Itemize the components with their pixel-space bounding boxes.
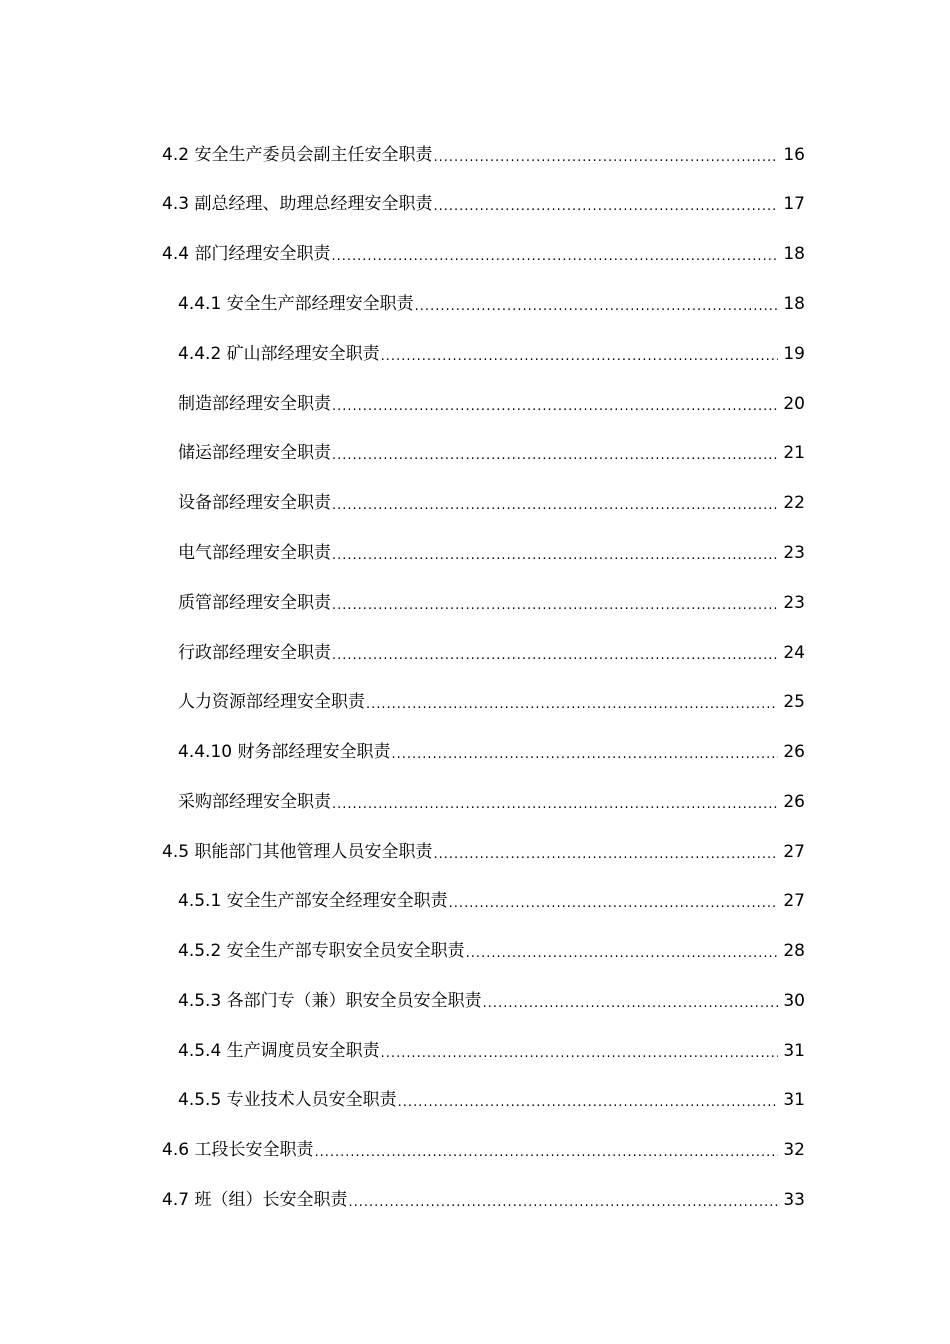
- toc-entry-page-number: 31: [783, 1041, 805, 1061]
- toc-entry-page-number: 18: [783, 244, 805, 264]
- toc-entry-title: 4.4.1 安全生产部经理安全职责: [178, 294, 414, 314]
- toc-entry-page-number: 20: [783, 394, 805, 414]
- toc-entry[interactable]: [0, 136, 950, 166]
- toc-entry-page-number: 19: [783, 344, 805, 364]
- toc-dot-leader: [398, 1089, 778, 1111]
- toc-entry-title: 4.4.2 矿山部经理安全职责: [178, 344, 380, 364]
- toc-dot-leader: [332, 642, 778, 664]
- toc-entry-title: 4.4.10 财务部经理安全职责: [178, 742, 391, 762]
- toc-entry-page-number: 26: [783, 742, 805, 762]
- toc-dot-leader: [483, 990, 778, 1012]
- toc-entry-title: 4.2 安全生产委员会副主任安全职责: [162, 145, 433, 165]
- toc-entry[interactable]: [0, 285, 950, 315]
- toc-dot-leader: [332, 393, 778, 415]
- toc-entry[interactable]: [0, 833, 950, 863]
- toc-dot-leader: [366, 691, 778, 713]
- toc-entry-title: 采购部经理安全职责: [178, 792, 331, 812]
- toc-entry-page-number: 30: [783, 991, 805, 1011]
- toc-entry[interactable]: [0, 634, 950, 664]
- toc-entry-page-number: 23: [783, 593, 805, 613]
- toc-entry[interactable]: [0, 1131, 950, 1161]
- toc-dot-leader: [433, 193, 778, 215]
- toc-entry-page-number: 22: [783, 493, 805, 513]
- toc-dot-leader: [449, 890, 778, 912]
- toc-entry-title: 4.7 班（组）长安全职责: [162, 1190, 348, 1210]
- toc-entry[interactable]: [0, 335, 950, 365]
- toc-dot-leader: [332, 592, 778, 614]
- toc-entry-title: 人力资源部经理安全职责: [178, 692, 365, 712]
- toc-entry-page-number: 21: [783, 443, 805, 463]
- toc-entry-page-number: 28: [783, 941, 805, 961]
- toc-entry-title: 4.5.4 生产调度员安全职责: [178, 1041, 380, 1061]
- toc-entry[interactable]: [0, 434, 950, 464]
- toc-entry-title: 质管部经理安全职责: [178, 593, 331, 613]
- toc-dot-leader: [332, 542, 778, 564]
- toc-entry-page-number: 25: [783, 692, 805, 712]
- toc-dot-leader: [332, 442, 778, 464]
- toc-dot-leader: [332, 492, 778, 514]
- toc-entry-title: 4.5.1 安全生产部安全经理安全职责: [178, 891, 448, 911]
- toc-entry-title: 储运部经理安全职责: [178, 443, 331, 463]
- toc-entry-page-number: 16: [783, 145, 805, 165]
- toc-entry[interactable]: [0, 1081, 950, 1111]
- toc-dot-leader: [415, 293, 778, 315]
- toc-entry[interactable]: [0, 385, 950, 415]
- toc-dot-leader: [381, 343, 778, 365]
- toc-entry-page-number: 32: [783, 1140, 805, 1160]
- toc-entry-page-number: 27: [783, 891, 805, 911]
- toc-entry-title: 制造部经理安全职责: [178, 394, 331, 414]
- toc-entry-title: 4.5.2 安全生产部专职安全员安全职责: [178, 941, 465, 961]
- toc-entry[interactable]: [0, 733, 950, 763]
- toc-entry[interactable]: [0, 1032, 950, 1062]
- toc-entry-page-number: 33: [783, 1190, 805, 1210]
- toc-dot-leader: [331, 243, 778, 265]
- toc-entry-title: 4.3 副总经理、助理总经理安全职责: [162, 194, 433, 214]
- toc-entry-page-number: 18: [783, 294, 805, 314]
- toc-entry-page-number: 27: [783, 842, 805, 862]
- toc-dot-leader: [466, 940, 778, 962]
- toc-entry-title: 设备部经理安全职责: [178, 493, 331, 513]
- toc-entry[interactable]: [0, 1181, 950, 1211]
- toc-entry[interactable]: [0, 932, 950, 962]
- toc-entry-title: 行政部经理安全职责: [178, 643, 331, 663]
- toc-entry[interactable]: [0, 584, 950, 614]
- toc-dot-leader: [433, 144, 778, 166]
- toc-dot-leader: [433, 841, 778, 863]
- toc-entry-title: 4.6 工段长安全职责: [162, 1140, 314, 1160]
- toc-dot-leader: [381, 1040, 778, 1062]
- toc-entry-page-number: 24: [783, 643, 805, 663]
- toc-entry-title: 4.4 部门经理安全职责: [162, 244, 331, 264]
- toc-entry[interactable]: [0, 783, 950, 813]
- toc-dot-leader: [348, 1189, 778, 1211]
- toc-entry-title: 4.5.5 专业技术人员安全职责: [178, 1090, 397, 1110]
- toc-dot-leader: [332, 791, 778, 813]
- toc-entry[interactable]: [0, 484, 950, 514]
- toc-entry-page-number: 17: [783, 194, 805, 214]
- toc-dot-leader: [314, 1139, 778, 1161]
- toc-dot-leader: [391, 741, 778, 763]
- toc-entry-page-number: 26: [783, 792, 805, 812]
- toc-entry[interactable]: [0, 534, 950, 564]
- toc-entry-title: 4.5.3 各部门专（兼）职安全员安全职责: [178, 991, 482, 1011]
- toc-entry[interactable]: [0, 882, 950, 912]
- toc-entry-title: 电气部经理安全职责: [178, 543, 331, 563]
- toc-entry[interactable]: [0, 185, 950, 215]
- toc-entry-page-number: 31: [783, 1090, 805, 1110]
- toc-entry[interactable]: [0, 683, 950, 713]
- toc-entry[interactable]: [0, 982, 950, 1012]
- toc-entry-page-number: 23: [783, 543, 805, 563]
- toc-entry-title: 4.5 职能部门其他管理人员安全职责: [162, 842, 433, 862]
- toc-entry[interactable]: [0, 235, 950, 265]
